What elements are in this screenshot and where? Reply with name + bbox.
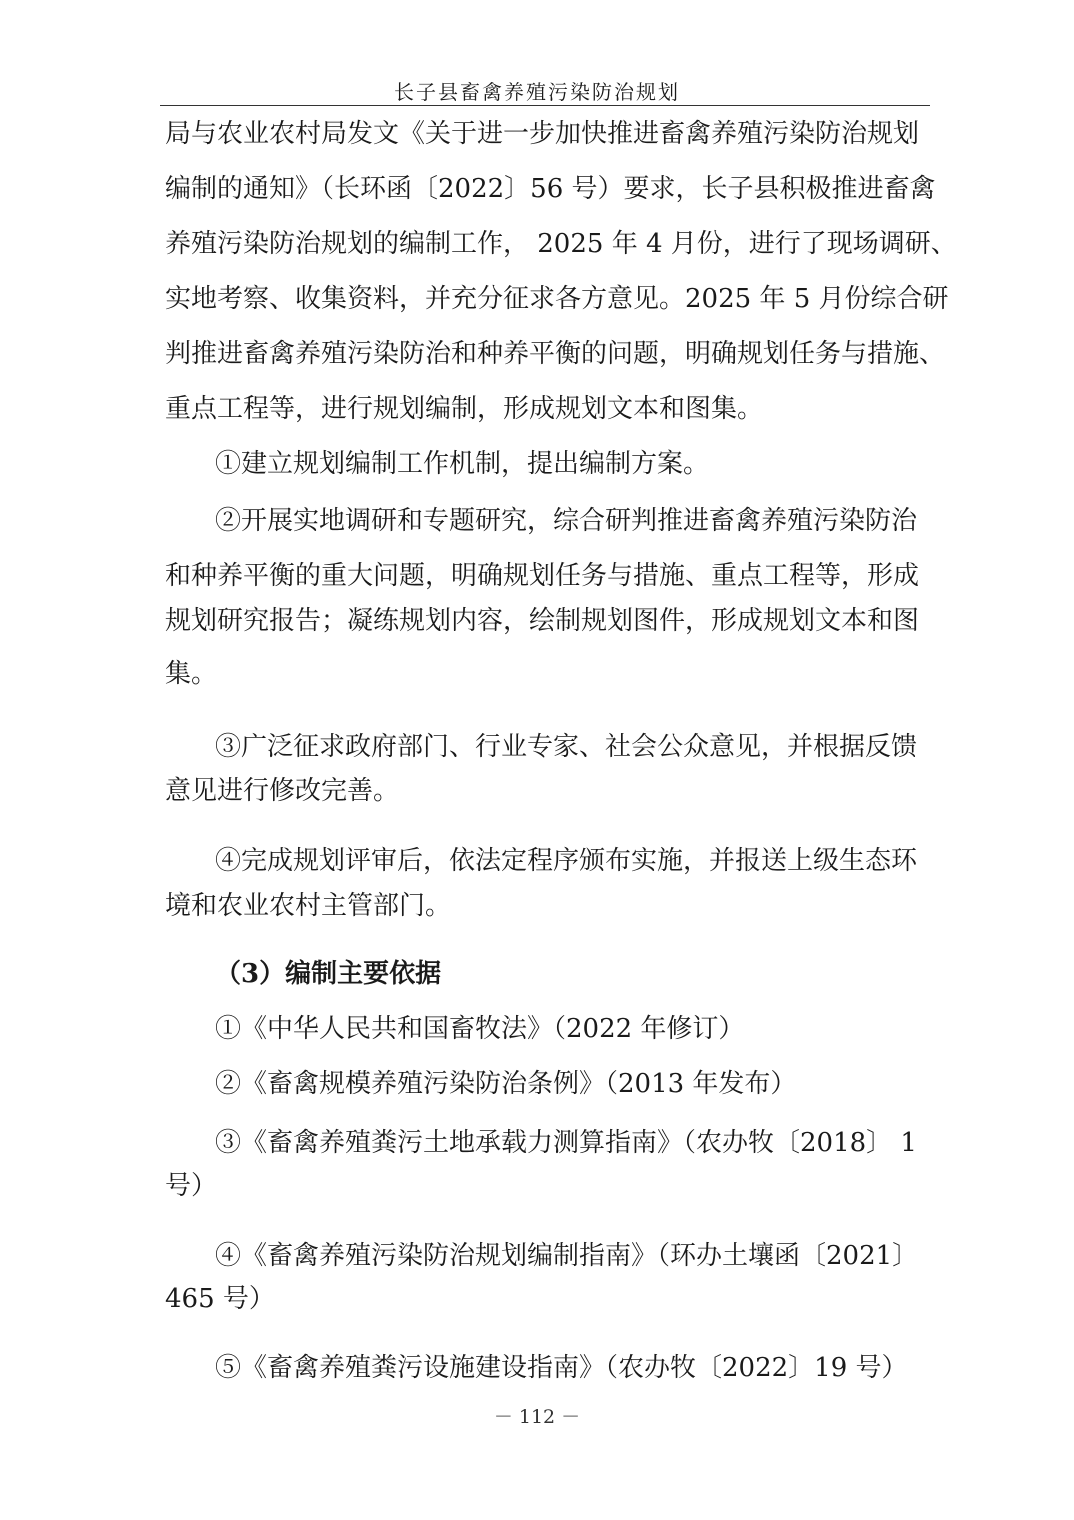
basis-item: ④《畜禽养殖污染防治规划编制指南》（环办土壤函〔2021〕: [215, 1241, 919, 1271]
paragraph-line: 规划研究报告；凝练规划内容，绘制规划图件，形成规划文本和图: [165, 606, 920, 636]
paragraph-line: 局与农业农村局发文《关于进一步加快推进畜禽养殖污染防治规划: [165, 119, 920, 149]
paragraph-line: 实地考察、收集资料，并充分征求各方意见。2025 年 5 月份综合研: [165, 284, 949, 314]
step-item: ①建立规划编制工作机制，提出编制方案。: [215, 449, 710, 479]
basis-item: ①《中华人民共和国畜牧法》（2022 年修订）: [215, 1014, 745, 1044]
paragraph-line: 判推进畜禽养殖污染防治和种养平衡的问题，明确规划任务与措施、: [165, 339, 946, 369]
paragraph-line: 集。: [165, 659, 218, 689]
paragraph-line: 465 号）: [165, 1284, 275, 1314]
paragraph-line: 号）: [165, 1171, 218, 1201]
basis-item: ⑤《畜禽养殖粪污设施建设指南》（农办牧〔2022〕19 号）: [215, 1353, 908, 1383]
header-divider: [160, 105, 930, 106]
step-item: ②开展实地调研和专题研究，综合研判推进畜禽养殖污染防治: [215, 506, 918, 536]
paragraph-line: 境和农业农村主管部门。: [165, 891, 452, 921]
basis-item: ②《畜禽规模养殖污染防治条例》（2013 年发布）: [215, 1069, 797, 1099]
step-item: ③广泛征求政府部门、行业专家、社会公众意见，并根据反馈: [215, 732, 918, 762]
paragraph-line: 重点工程等，进行规划编制，形成规划文本和图集。: [165, 394, 764, 424]
basis-item: ③《畜禽养殖粪污土地承载力测算指南》（农办牧〔2018〕 1: [215, 1128, 917, 1158]
step-item: ④完成规划评审后，依法定程序颁布实施，并报送上级生态环: [215, 846, 918, 876]
header-title: 长子县畜禽养殖污染防治规划: [394, 80, 680, 104]
section-heading: （3）编制主要依据: [215, 959, 442, 989]
page-number: － 112 －: [493, 1406, 581, 1428]
paragraph-line: 意见进行修改完善。: [165, 776, 400, 806]
paragraph-line: 和种养平衡的重大问题，明确规划任务与措施、重点工程等，形成: [165, 561, 920, 591]
paragraph-line: 养殖污染防治规划的编制工作， 2025 年 4 月份，进行了现场调研、: [165, 229, 957, 259]
paragraph-line: 编制的通知》（长环函〔2022〕56 号）要求，长子县积极推进畜禽: [165, 174, 936, 204]
